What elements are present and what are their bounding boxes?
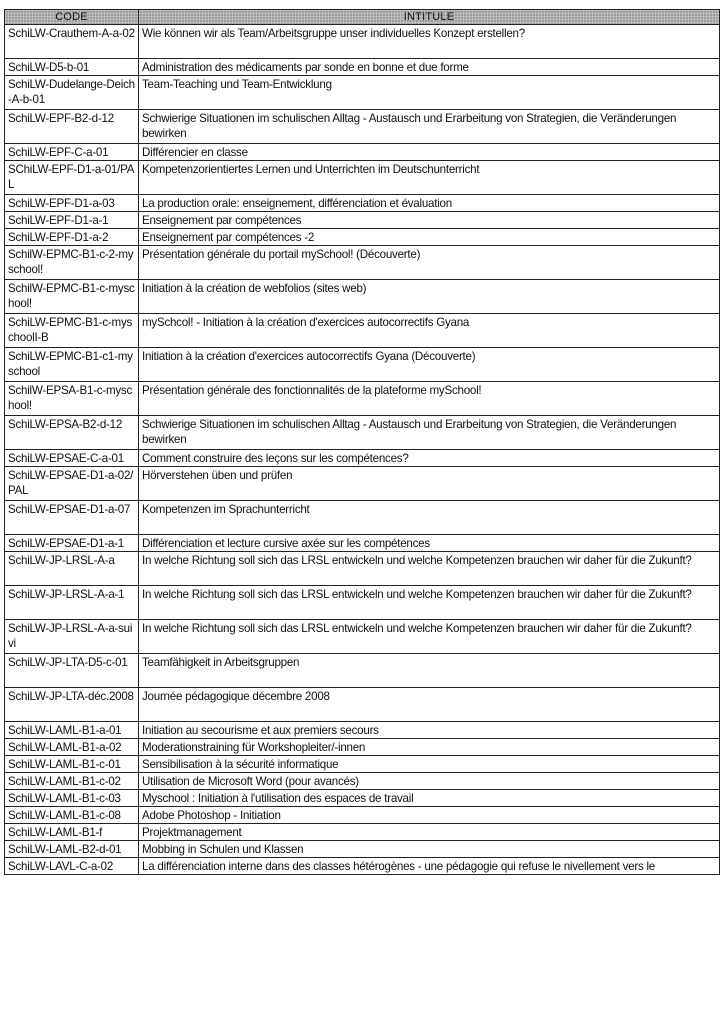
intitule-cell: Initiation à la création d'exercices autocorrectifs Gyana (Découverte) xyxy=(139,348,720,382)
table-row xyxy=(5,212,720,229)
table-row xyxy=(5,25,720,59)
intitule-cell: Présentation générale des fonctionnalités de la plateforme mySchool! xyxy=(139,382,720,416)
code-cell: SchilW-EPMC-B1-c-myschool! xyxy=(5,280,139,314)
intitule-cell: La production orale: enseignement, différenciation et évaluation xyxy=(139,195,720,212)
table-header-row xyxy=(5,10,720,25)
code-cell: SchiLW-EPMC-B1-c1-myschool xyxy=(5,348,139,382)
table-row xyxy=(5,382,720,416)
code-cell: SchiLW-LAML-B1-a-02 xyxy=(5,739,139,756)
table-row xyxy=(5,773,720,790)
intitule-cell: Kompetenzen im Sprachunterricht xyxy=(139,501,720,535)
table-row xyxy=(5,501,720,535)
intitule-cell: Kompetenzorientiertes Lernen und Unterrichten im Deutschunterricht xyxy=(139,161,720,195)
table-row xyxy=(5,535,720,552)
code-cell: SchiLW-EPMC-B1-c-myschoolI-B xyxy=(5,314,139,348)
intitule-cell: In welche Richtung soll sich das LRSL entwickeln und welche Kompetenzen brauchen wir daher für die Zukunft? xyxy=(139,552,720,586)
column-header-code: CODE xyxy=(5,10,139,25)
table-row xyxy=(5,280,720,314)
code-cell: SchiLW-D5-b-01 xyxy=(5,59,139,76)
table-row xyxy=(5,144,720,161)
intitule-cell: In welche Richtung soll sich das LRSL entwickeln und welche Kompetenzen brauchen wir daher für die Zukunft? xyxy=(139,586,720,620)
table-row xyxy=(5,858,720,875)
code-cell: SchiLW-EPF-D1-a-1 xyxy=(5,212,139,229)
intitule-cell: Wie können wir als Team/Arbeitsgruppe unser individuelles Konzept erstellen? xyxy=(139,25,720,59)
table-row xyxy=(5,110,720,144)
intitule-cell: Team-Teaching und Team-Entwicklung xyxy=(139,76,720,110)
intitule-cell: Hörverstehen üben und prüfen xyxy=(139,467,720,501)
code-cell: SchiLW-EPSA-B2-d-12 xyxy=(5,416,139,450)
table-row xyxy=(5,195,720,212)
table-row xyxy=(5,246,720,280)
intitule-cell: Journée pédagogique décembre 2008 xyxy=(139,688,720,722)
code-cell: SchilW-EPSA-B1-c-myschool! xyxy=(5,382,139,416)
intitule-cell: Teamfähigkeit in Arbeitsgruppen xyxy=(139,654,720,688)
code-cell: SchiLW-LAML-B1-a-01 xyxy=(5,722,139,739)
intitule-cell: mySchcol! - Initiation à la création d'exercices autocorrectifs Gyana xyxy=(139,314,720,348)
intitule-cell: La différenciation interne dans des classes hétérogènes - une pédagogie qui refuse le nivellement vers le xyxy=(139,858,720,875)
intitule-cell: Initiation à la création de webfolios (sites web) xyxy=(139,280,720,314)
code-cell: SchiLW-LAVL-C-a-02 xyxy=(5,858,139,875)
intitule-cell: Utilisation de Microsoft Word (pour avancés) xyxy=(139,773,720,790)
code-cell: SchiLW-LAML-B1-f xyxy=(5,824,139,841)
intitule-cell: Initiation au secourisme et aux premiers secours xyxy=(139,722,720,739)
intitule-cell: Sensibilisation à la sécurité informatique xyxy=(139,756,720,773)
table-row xyxy=(5,688,720,722)
intitule-cell: Mobbing in Schulen und Klassen xyxy=(139,841,720,858)
intitule-cell: Différenciation et lecture cursive axée sur les compétences xyxy=(139,535,720,552)
course-code-table xyxy=(4,9,720,875)
table-row xyxy=(5,739,720,756)
intitule-cell: Projektmanagement xyxy=(139,824,720,841)
code-cell: SchiLW-JP-LRSL-A-a-1 xyxy=(5,586,139,620)
table-row xyxy=(5,467,720,501)
table-row xyxy=(5,807,720,824)
table-row xyxy=(5,586,720,620)
table-row xyxy=(5,722,720,739)
table-row xyxy=(5,416,720,450)
code-cell: SchiLW-JP-LTA-D5-c-01 xyxy=(5,654,139,688)
intitule-cell: Enseignement par compétences xyxy=(139,212,720,229)
code-cell: SchiLW-EPSAE-C-a-01 xyxy=(5,450,139,467)
code-cell: SchiLW-Dudelange-Deich-A-b-01 xyxy=(5,76,139,110)
table-row xyxy=(5,229,720,246)
intitule-cell: Différencier en classe xyxy=(139,144,720,161)
column-header-intitule: INTITULE xyxy=(139,10,720,25)
intitule-cell: Administration des médicaments par sonde en bonne et due forme xyxy=(139,59,720,76)
table-row xyxy=(5,620,720,654)
intitule-cell: Enseignement par compétences -2 xyxy=(139,229,720,246)
code-cell: SchiLW-LAML-B2-d-01 xyxy=(5,841,139,858)
intitule-cell: Schwierige Situationen im schulischen Alltag - Austausch und Erarbeitung von Strategien, die Veränderungen bewirken xyxy=(139,416,720,450)
table-row xyxy=(5,756,720,773)
code-cell: SchiLW-Crauthem-A-a-02 xyxy=(5,25,139,59)
code-cell: SchilW-EPMC-B1-c-2-myschool! xyxy=(5,246,139,280)
intitule-cell: Présentation générale du portail mySchool! (Découverte) xyxy=(139,246,720,280)
document-page xyxy=(4,9,719,875)
table-row xyxy=(5,552,720,586)
code-cell: SchiLW-LAML-B1-c-03 xyxy=(5,790,139,807)
code-cell: SchiLW-EPF-D1-a-03 xyxy=(5,195,139,212)
code-cell: SchiLW-JP-LTA-déc.2008 xyxy=(5,688,139,722)
code-cell: SchiLW-EPSAE-D1-a-07 xyxy=(5,501,139,535)
code-cell: SchiLW-EPF-B2-d-12 xyxy=(5,110,139,144)
code-cell: SchiLW-JP-LRSL-A-a-suivi xyxy=(5,620,139,654)
code-cell: SchiLW-EPSAE-D1-a-1 xyxy=(5,535,139,552)
table-row xyxy=(5,76,720,110)
code-cell: SchiLW-LAML-B1-c-02 xyxy=(5,773,139,790)
intitule-cell: In welche Richtung soll sich das LRSL entwickeln und welche Kompetenzen brauchen wir daher für die Zukunft? xyxy=(139,620,720,654)
table-row xyxy=(5,161,720,195)
code-cell: SchiLW-LAML-B1-c-01 xyxy=(5,756,139,773)
code-cell: SchiLW-LAML-B1-c-08 xyxy=(5,807,139,824)
code-cell: SchiLW-EPF-D1-a-2 xyxy=(5,229,139,246)
table-row xyxy=(5,450,720,467)
intitule-cell: Comment construire des leçons sur les compétences? xyxy=(139,450,720,467)
table-row xyxy=(5,841,720,858)
table-row xyxy=(5,790,720,807)
code-cell: SchiLW-EPSAE-D1-a-02/PAL xyxy=(5,467,139,501)
code-cell: SchiLW-EPF-C-a-01 xyxy=(5,144,139,161)
table-row xyxy=(5,348,720,382)
intitule-cell: Schwierige Situationen im schulischen Alltag - Austausch und Erarbeitung von Strategien, die Veränderungen bewirken xyxy=(139,110,720,144)
intitule-cell: Adobe Photoshop - Initiation xyxy=(139,807,720,824)
table-row xyxy=(5,824,720,841)
table-body xyxy=(5,25,720,875)
table-row xyxy=(5,654,720,688)
intitule-cell: Myschool : Initiation à l'utilisation des espaces de travail xyxy=(139,790,720,807)
intitule-cell: Moderationstraining für Workshopleiter/-innen xyxy=(139,739,720,756)
table-row xyxy=(5,314,720,348)
table-row xyxy=(5,59,720,76)
code-cell: SChiLW-EPF-D1-a-01/PAL xyxy=(5,161,139,195)
code-cell: SchiLW-JP-LRSL-A-a xyxy=(5,552,139,586)
